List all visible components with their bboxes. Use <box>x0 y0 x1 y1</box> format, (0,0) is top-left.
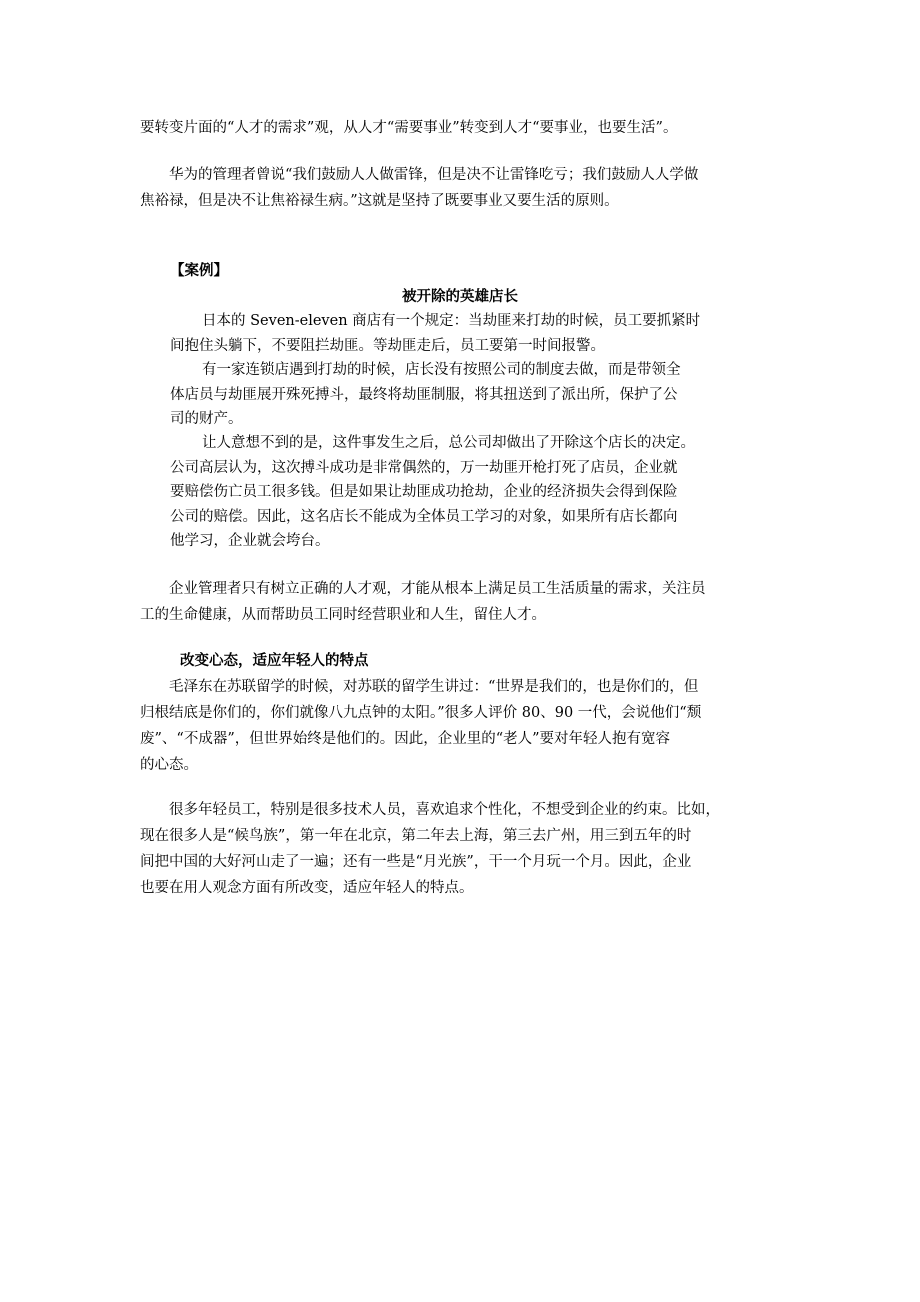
paragraph-mao-quote <box>140 674 785 778</box>
text-line: 废”、“不成器”，但世界始终是他们的。因此，企业里的“老人”要对年轻人抱有宽容 <box>140 731 671 747</box>
text-line: 司的财产。 <box>170 411 243 427</box>
text-line: 有一家连锁店遇到打劫的时候，店长没有按照公司的制度去做，而是带领全 <box>202 362 681 378</box>
case-title: 被开除的英雄店长 <box>402 289 518 305</box>
paragraph-young-employees <box>140 797 785 901</box>
text-line: 归根结底是你们的，你们就像八九点钟的太阳。”很多人评价 80、90 一代，会说他们“颓 <box>140 705 702 721</box>
text-line: 毛泽东在苏联留学的时候，对苏联的留学生讲过：“世界是我们的，也是你们的，但 <box>169 679 699 695</box>
case-paragraph-fight <box>170 358 760 432</box>
text-line: 华为的管理者曾说“我们鼓励人人做雷锋，但是决不让雷锋吃亏；我们鼓励人人学做 <box>169 167 699 183</box>
text-line: 让人意想不到的是，这件事发生之后，总公司却做出了开除这个店长的决定。 <box>202 435 695 451</box>
paragraph-talent-retention <box>140 576 785 628</box>
text-line: 他学习，企业就会垮台。 <box>170 533 330 549</box>
text-line: 工的生命健康，从而帮助员工同时经营职业和人生，留住人才。 <box>140 607 546 623</box>
section-heading: 改变心态，适应年轻人的特点 <box>180 653 369 669</box>
text-line: 现在很多人是“候鸟族”，第一年在北京，第二年去上海，第三去广州，用三到五年的时 <box>140 828 692 844</box>
text-line: 要赔偿伤亡员工很多钱。但是如果让劫匪成功抢劫，企业的经济损失会得到保险 <box>170 484 678 500</box>
case-label: 【案例】 <box>170 263 228 279</box>
paragraph-talent-view <box>140 115 785 141</box>
text-line: 焦裕禄，但是决不让焦裕禄生病。”这就是坚持了既要事业又要生活的原则。 <box>140 193 619 209</box>
text-line: 也要在用人观念方面有所改变，适应年轻人的特点。 <box>140 880 474 896</box>
text-line: 公司高层认为，这次搏斗成功是非常偶然的，万一劫匪开枪打死了店员，企业就 <box>170 459 678 476</box>
text-line: 企业管理者只有树立正确的人才观，才能从根本上满足员工生活质量的需求，关注员 <box>169 581 706 597</box>
text-line: 体店员与劫匪展开殊死搏斗，最终将劫匪制服，将其扭送到了派出所，保护了公 <box>170 386 678 403</box>
text-line: 间抱住头躺下，不要阻拦劫匪。等劫匪走后，员工要第一时间报警。 <box>170 337 605 354</box>
text-line: 很多年轻员工，特别是很多技术人员，喜欢追求个性化，不想受到企业的约束。比如， <box>169 802 720 818</box>
text-line: 的心态。 <box>140 757 198 773</box>
text-line: 间把中国的大好河山走了一遍；还有一些是“月光族”，干一个月玩一个月。因此，企业 <box>140 854 692 870</box>
case-paragraph-dismissal <box>170 431 760 554</box>
case-paragraph-rule <box>170 309 760 358</box>
text-line: 公司的赔偿。因此，这名店长不能成为全体员工学习的对象，如果所有店长都向 <box>170 508 678 525</box>
text-line: 日本的 Seven-eleven 商店有一个规定：当劫匪来打劫的时候，员工要抓紧时 <box>202 313 701 329</box>
paragraph-huawei-quote <box>140 162 785 214</box>
text-line: 要转变片面的“人才的需求”观，从人才“需要事业”转变到人才“要事业，也要生活”。 <box>140 120 678 136</box>
